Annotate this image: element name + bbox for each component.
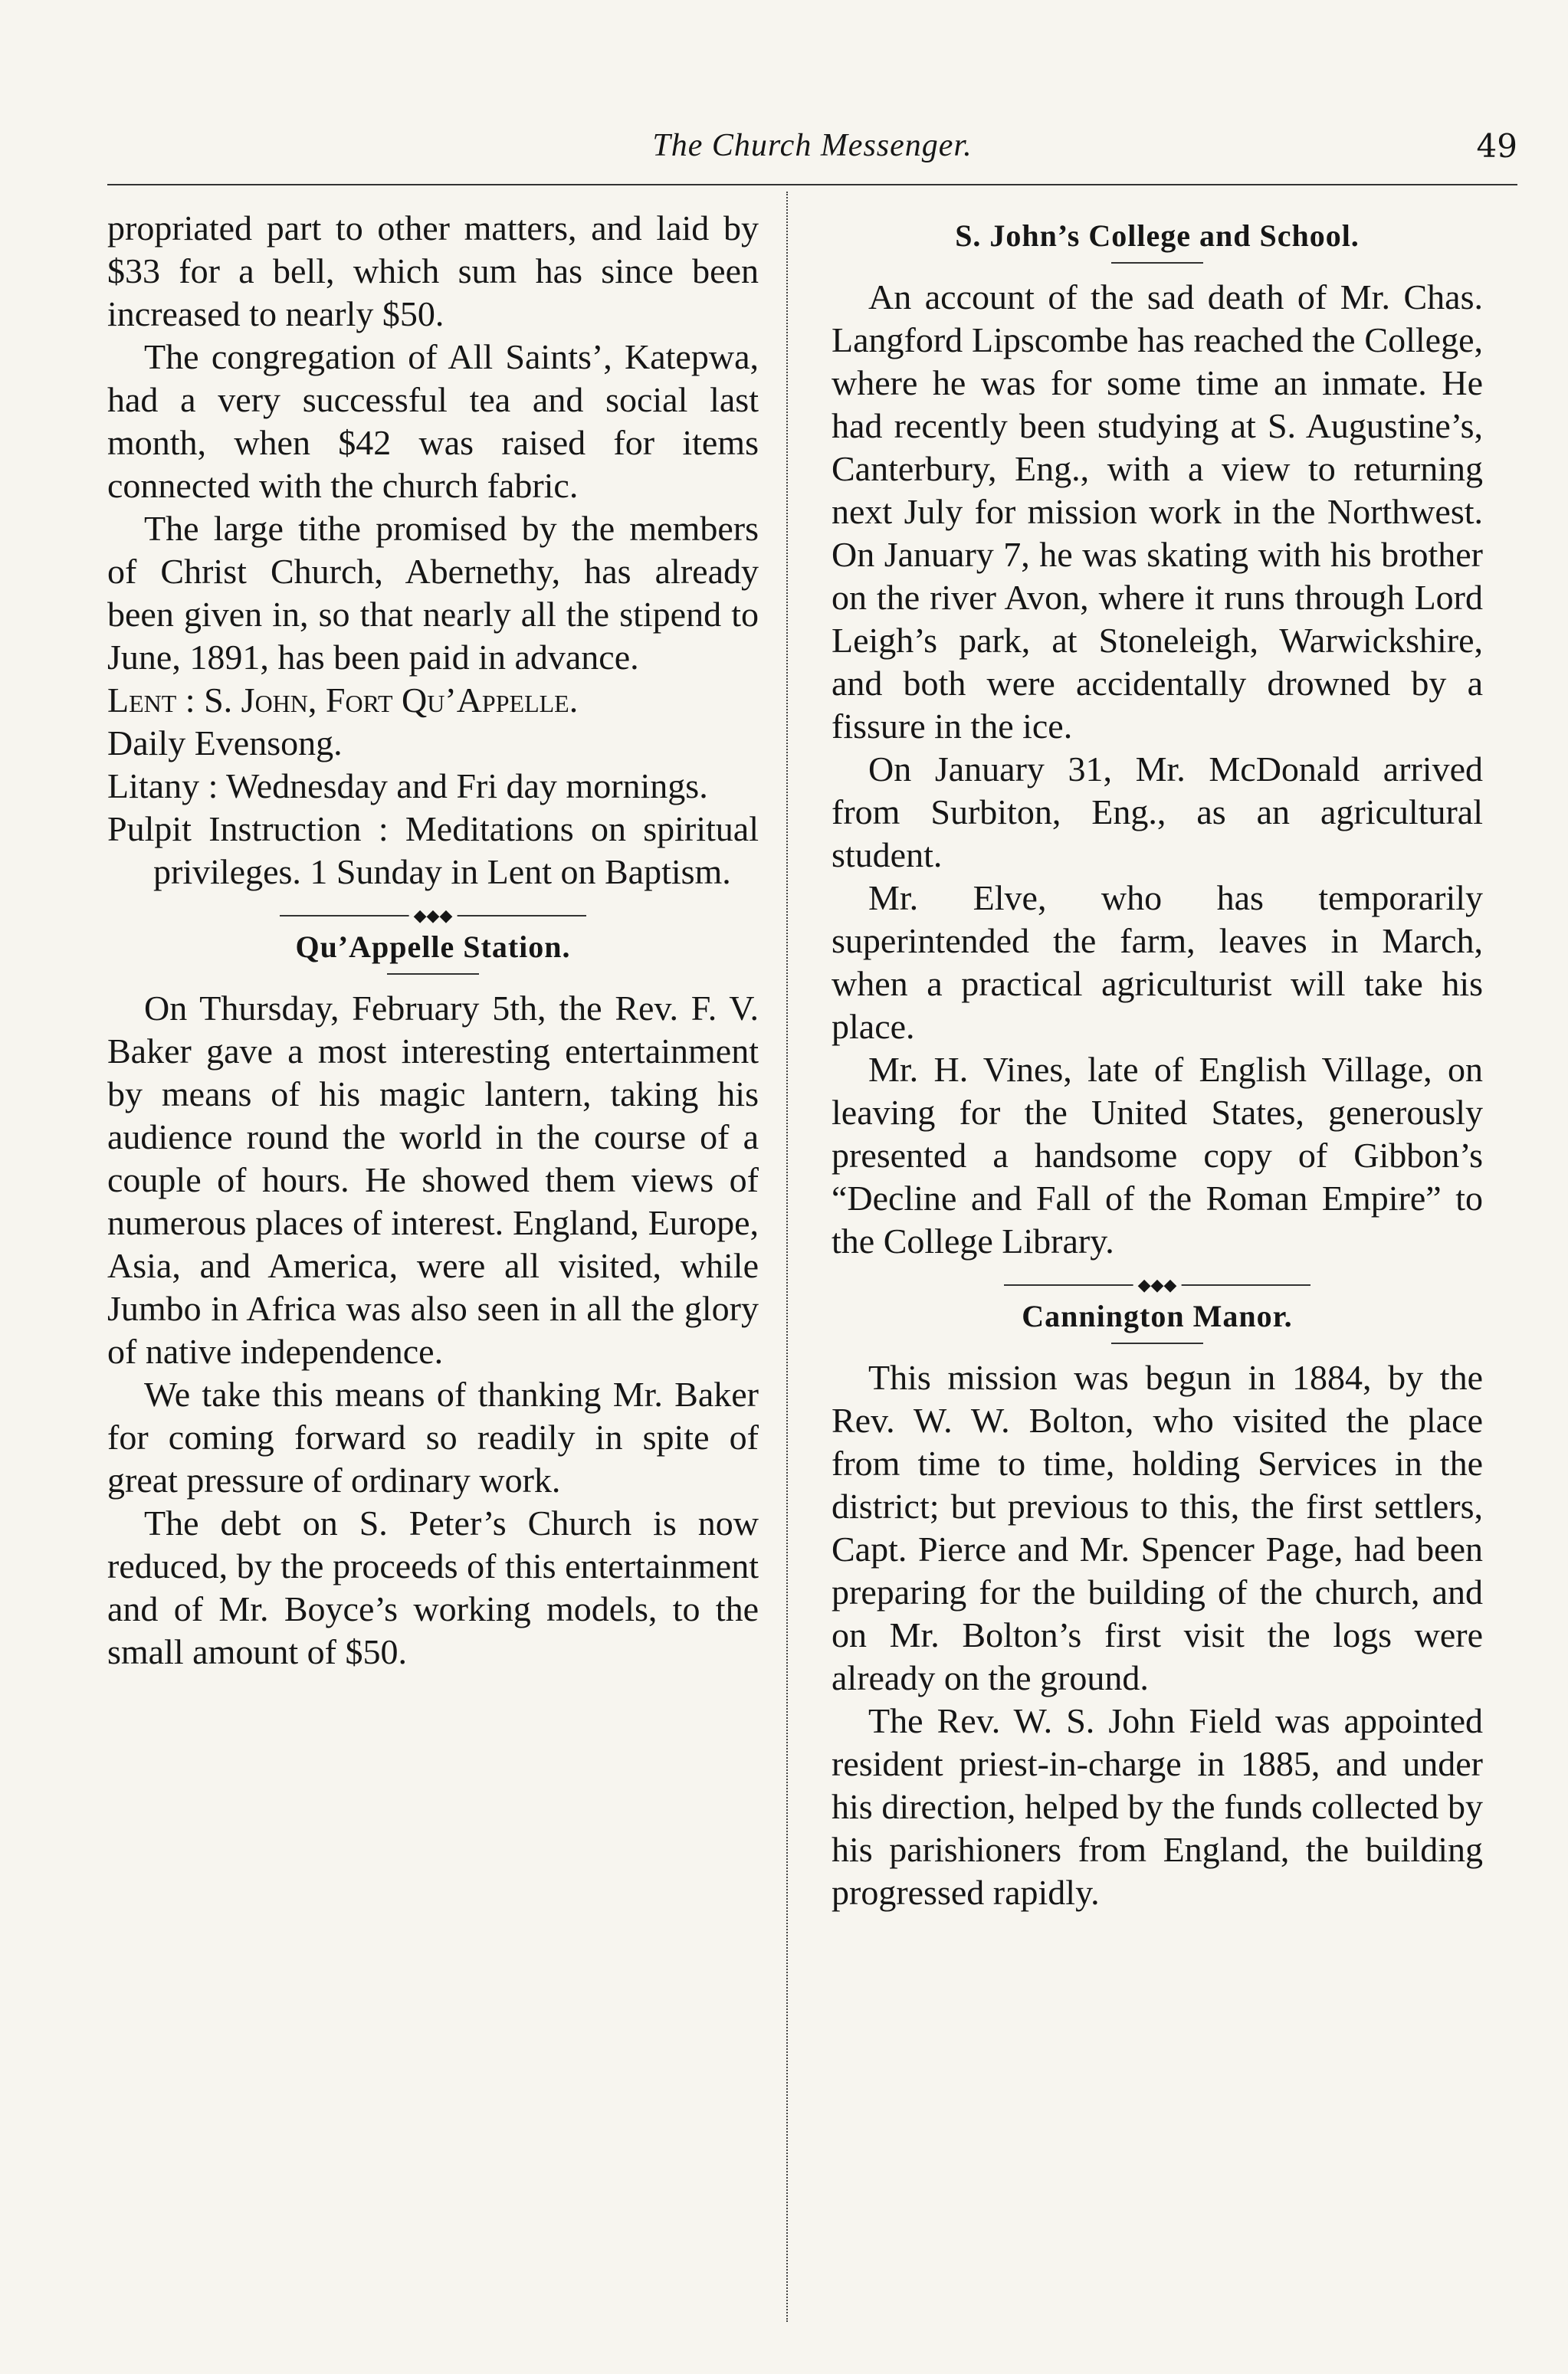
ornament-divider <box>280 906 586 925</box>
paragraph: We take this means of thanking Mr. Baker for coming forward so readily in spite of great pressure of ordinary work. <box>107 1375 759 1500</box>
short-rule <box>387 973 479 975</box>
section-heading: S. John’s College and School. <box>955 218 1360 253</box>
lent-item: Litany : Wednesday and Fri day mornings. <box>107 766 708 805</box>
section-heading: Cannington Manor. <box>1022 1299 1293 1333</box>
paragraph: propriated part to other matters, and laid by $33 for a bell, which sum has since been increased to nearly $50. <box>107 208 759 333</box>
ornament-icon: ◆◆◆ <box>1133 1278 1182 1292</box>
paragraph: On Thursday, February 5th, the Rev. F. V. Baker gave a most interesting entertainment by means of his magic lantern, taking his audience round the world in the course of a couple of hours. He showed them views of numerous places of interest. England, Europe, Asia, and America, were all visited, while Jumbo in Africa was also seen in all the glory of native independence. <box>107 989 759 1371</box>
ornament-divider <box>1004 1275 1310 1294</box>
paragraph: The debt on S. Peter’s Church is now reduced, by the proceeds of this entertainment and of Mr. Boyce’s working models, to the small amount of $50. <box>107 1503 759 1671</box>
ornament-icon: ◆◆◆ <box>409 909 458 923</box>
lent-item: Daily Evensong. <box>107 723 343 762</box>
page-header <box>107 127 1517 173</box>
paragraph: On January 31, Mr. McDonald arrived from Surbiton, Eng., as an agricultural student. <box>832 749 1483 874</box>
header-rule <box>107 184 1517 185</box>
paragraph: The Rev. W. S. John Field was appointed resident priest-in-charge in 1885, and under his direction, helped by the funds collected by his parishioners from England, the building progressed rapidly. <box>832 1701 1483 1912</box>
paragraph: The congregation of All Saints’, Katepwa, had a very successful tea and social last month, when $42 was raised for items connected with the church fabric. <box>107 337 759 505</box>
short-rule <box>1111 262 1203 264</box>
running-title: The Church Messenger. <box>652 128 973 163</box>
paragraph: Mr. Elve, who has temporarily superintended the farm, leaves in March, when a practical agriculturist will take his place. <box>832 878 1483 1046</box>
paragraph: The large tithe promised by the members of Christ Church, Abernethy, has already been given in, so that nearly all the stipend to June, 1891, has been paid in advance. <box>107 509 759 677</box>
column-divider <box>786 192 788 2322</box>
page-number: 49 <box>1476 127 1517 165</box>
short-rule <box>1111 1343 1203 1344</box>
paragraph: Mr. H. Vines, late of English Village, on leaving for the United States, generously presented a handsome copy of Gibbon’s “Decline and Fall of the Roman Empire” to the College Library. <box>832 1050 1483 1261</box>
lent-item: Pulpit Instruction : Meditations on spiritual privileges. 1 Sunday in Lent on Baptism. <box>107 809 759 891</box>
paragraph: An account of the sad death of Mr. Chas. Langford Lipscombe has reached the College, where he was for some time an inmate. He had recently been studying at S. Augustine’s, Canterbury, Eng., with a view to returning next July for mission work in the Northwest. On January 7, he was skating with his brother on the river Avon, where it runs through Lord Leigh’s park, at Stoneleigh, Warwickshire, and both were accidentally drowned by a fissure in the ice. <box>832 277 1483 746</box>
paragraph: This mission was begun in 1884, by the Rev. W. W. Bolton, who visited the place from time to time, holding Services in the district; but previous to this, the first settlers, Capt. Pierce and Mr. Spencer Page, had been preparing for the building of the church, and on Mr. Bolton’s first visit the logs were already on the ground. <box>832 1358 1483 1697</box>
lent-heading: Lent : S. John, Fort Qu’Appelle. <box>107 680 579 720</box>
left-column <box>107 207 759 1674</box>
section-heading: Qu’Appelle Station. <box>295 930 571 964</box>
right-column <box>832 207 1483 1914</box>
